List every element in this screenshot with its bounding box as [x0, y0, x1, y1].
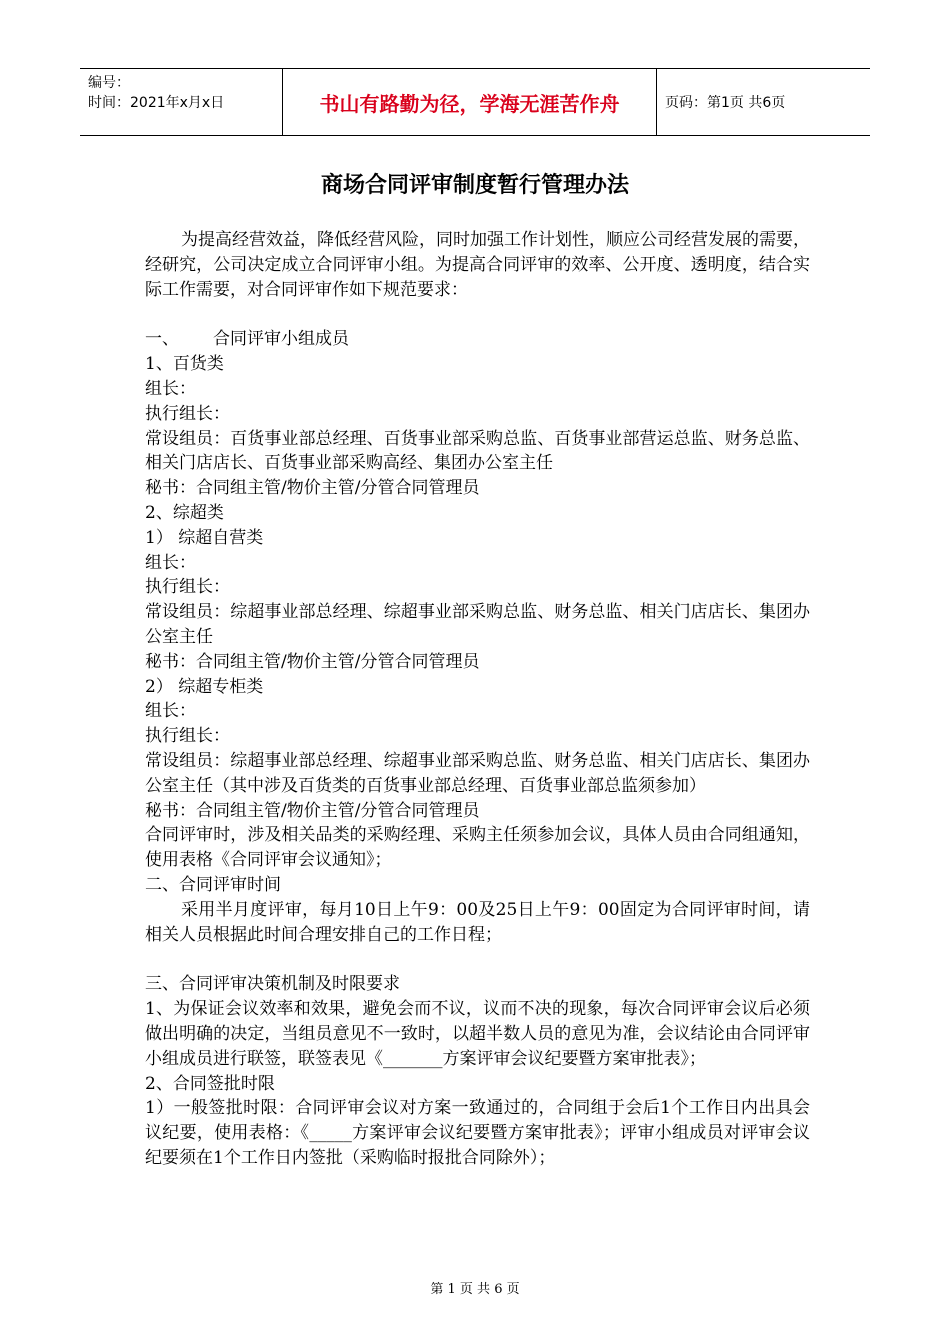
- section-1-heading: [145, 327, 810, 352]
- section-2-body: 采用半月度评审，每月10日上午9：00及25日上午9：00固定为合同评审时间，请相关人员根据此时间合理安排自己的工作日程；: [145, 899, 810, 945]
- section-1-line: 常设组员：综超事业部总经理、综超事业部采购总监、财务总监、相关门店店长、集团办公室主任（其中涉及百货类的百货事业部总经理、百货事业部总监须参加）: [145, 750, 810, 796]
- section-1-line: 秘书：合同组主管/物价主管/分管合同管理员: [145, 651, 480, 672]
- intro-paragraph: 为提高经营效益，降低经营风险，同时加强工作计划性，顺应公司经营发展的需要，经研究，公司决定成立合同评审小组。为提高合同评审的效率、公开度、透明度，结合实际工作需要，对合同评审作如下规范要求：: [145, 230, 810, 300]
- section-3-line: 1、为保证会议效率和效果，避免会而不议，议而不决的现象，每次合同评审会议后必须做出明确的决定，当组员意见不一致时，以超半数人员的意见为准，会议结论由合同评审小组成员进行联签，联签表见《_______方案评审会议纪要暨方案审批表》；: [145, 999, 810, 1069]
- number-label: 编号：: [88, 75, 130, 91]
- section-1-line: 执行组长：: [145, 403, 230, 424]
- header-meta: [80, 69, 282, 135]
- section-1-line: 常设组员：综超事业部总经理、综超事业部采购总监、财务总监、相关门店店长、集团办公室主任: [145, 602, 810, 647]
- spacer: [145, 947, 810, 972]
- section-1-number: 一、: [145, 329, 179, 350]
- section-1-line: 执行组长：: [145, 726, 230, 747]
- section-1-line: 秘书：合同组主管/物价主管/分管合同管理员: [145, 478, 480, 499]
- section-1-line: 2） 综超专柜类: [145, 676, 264, 697]
- section-1-title: 合同评审小组成员: [213, 329, 349, 350]
- document-header: [80, 68, 870, 136]
- section-3-heading: 三、合同评审决策机制及时限要求: [145, 974, 400, 995]
- section-1-line: 常设组员：百货事业部总经理、百货事业部采购总监、百货事业部营运总监、财务总监、相关门店店长、百货事业部采购高经、集团办公室主任: [145, 428, 810, 474]
- section-2-heading: 二、合同评审时间: [145, 874, 281, 895]
- section-1-line: 组长：: [145, 378, 196, 399]
- spacer: [145, 302, 810, 327]
- section-1-line: 组长：: [145, 701, 196, 722]
- section-1-line: 1） 综超自营类: [145, 527, 264, 548]
- section-1-line: 合同评审时，涉及相关品类的采购经理、采购主任须参加会议，具体人员由合同组通知，使用表格《合同评审会议通知》；: [145, 825, 810, 871]
- section-1-line: 执行组长：: [145, 577, 230, 598]
- document-body: [145, 228, 810, 1171]
- section-3-line: 1）一般签批时限：合同评审会议对方案一致通过的，合同组于会后1个工作日内出具会议纪要，使用表格：《_____方案评审会议纪要暨方案审批表》；评审小组成员对评审会议纪要须在1个工作日内签批（采购临时报批合同除外）；: [145, 1098, 810, 1168]
- page-title: 商场合同评审制度暂行管理办法: [320, 173, 629, 198]
- date-label: 时间：2021年x月x日: [88, 95, 225, 111]
- section-3-line: 2、合同签批时限: [145, 1073, 275, 1094]
- header-page-info: 页码：第1页 共6页: [665, 95, 786, 111]
- header-motto: 书山有路勤为径，学海无涯苦作舟: [282, 69, 657, 135]
- section-1-line: 秘书：合同组主管/物价主管/分管合同管理员: [145, 800, 480, 821]
- section-1-line: 组长：: [145, 552, 196, 573]
- section-1-line: 1、百货类: [145, 354, 224, 375]
- section-1-line: 2、综超类: [145, 502, 224, 523]
- page-footer: 第 1 页 共 6 页: [430, 1282, 520, 1297]
